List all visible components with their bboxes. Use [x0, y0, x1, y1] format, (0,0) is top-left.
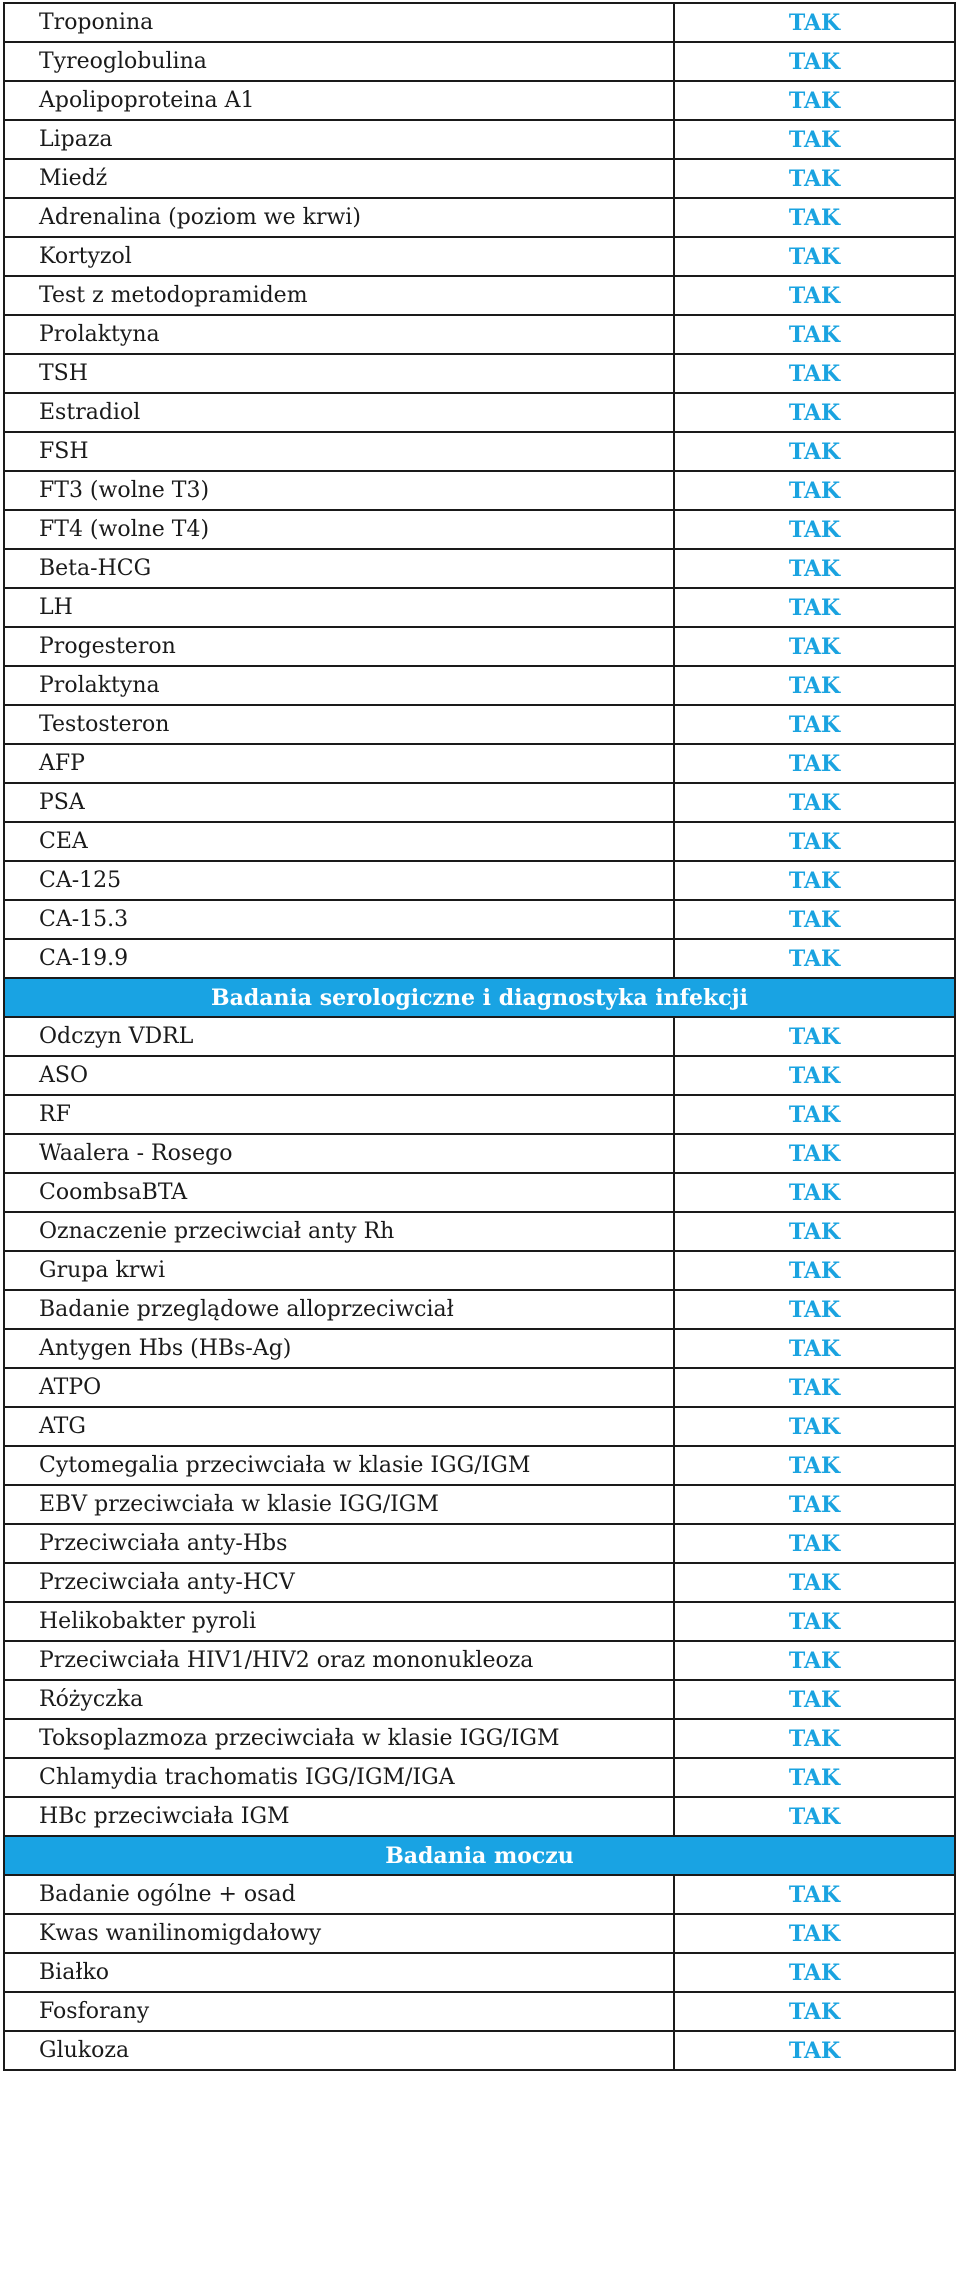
table-row [4, 1797, 955, 1836]
test-name-cell: Toksoplazmoza przeciwciała w klasie IGG/IGM [4, 1719, 674, 1758]
table-row [4, 81, 955, 120]
table-row [4, 1641, 955, 1680]
availability-value-cell: TAK [674, 276, 955, 315]
table-row [4, 510, 955, 549]
availability-value-cell: TAK [674, 1914, 955, 1953]
test-name-cell: CEA [4, 822, 674, 861]
availability-value-cell: TAK [674, 627, 955, 666]
test-name-cell: Helikobakter pyroli [4, 1602, 674, 1641]
table-row [4, 2031, 955, 2070]
table-row [4, 3, 955, 42]
test-name-cell: LH [4, 588, 674, 627]
table-row [4, 1875, 955, 1914]
test-name-cell: RF [4, 1095, 674, 1134]
test-name-cell: FT3 (wolne T3) [4, 471, 674, 510]
test-name-cell: FT4 (wolne T4) [4, 510, 674, 549]
test-name-cell: CA-19.9 [4, 939, 674, 978]
test-name-cell: Chlamydia trachomatis IGG/IGM/IGA [4, 1758, 674, 1797]
availability-value-cell: TAK [674, 510, 955, 549]
availability-value-cell: TAK [674, 900, 955, 939]
availability-value-cell: TAK [674, 198, 955, 237]
test-name-cell: CoombsaBTA [4, 1173, 674, 1212]
test-name-cell: CA-15.3 [4, 900, 674, 939]
test-name-cell: Miedź [4, 159, 674, 198]
test-name-cell: ATPO [4, 1368, 674, 1407]
test-name-cell: Adrenalina (poziom we krwi) [4, 198, 674, 237]
availability-value-cell: TAK [674, 354, 955, 393]
test-name-cell: EBV przeciwciała w klasie IGG/IGM [4, 1485, 674, 1524]
table-row [4, 861, 955, 900]
availability-value-cell: TAK [674, 1485, 955, 1524]
test-name-cell: TSH [4, 354, 674, 393]
test-name-cell: Beta-HCG [4, 549, 674, 588]
table-row [4, 1212, 955, 1251]
availability-value-cell: TAK [674, 1875, 955, 1914]
availability-value-cell: TAK [674, 666, 955, 705]
table-row [4, 1329, 955, 1368]
test-name-cell: Fosforany [4, 1992, 674, 2031]
table-row [4, 1602, 955, 1641]
availability-value-cell: TAK [674, 81, 955, 120]
test-name-cell: Grupa krwi [4, 1251, 674, 1290]
test-name-cell: Prolaktyna [4, 315, 674, 354]
availability-value-cell: TAK [674, 588, 955, 627]
lab-tests-table [3, 2, 956, 2071]
test-name-cell: Białko [4, 1953, 674, 1992]
section-title: Badania moczu [4, 1836, 955, 1875]
section-header-row [4, 1836, 955, 1875]
test-name-cell: Glukoza [4, 2031, 674, 2070]
availability-value-cell: TAK [674, 237, 955, 276]
availability-value-cell: TAK [674, 1446, 955, 1485]
availability-value-cell: TAK [674, 120, 955, 159]
table-row [4, 666, 955, 705]
test-name-cell: Oznaczenie przeciwciał anty Rh [4, 1212, 674, 1251]
table-row [4, 198, 955, 237]
table-row [4, 1524, 955, 1563]
table-row [4, 783, 955, 822]
table-row [4, 822, 955, 861]
table-row [4, 1095, 955, 1134]
availability-value-cell: TAK [674, 549, 955, 588]
test-name-cell: PSA [4, 783, 674, 822]
table-row [4, 42, 955, 81]
test-name-cell: Antygen Hbs (HBs-Ag) [4, 1329, 674, 1368]
test-name-cell: Test z metodopramidem [4, 276, 674, 315]
table-row [4, 1017, 955, 1056]
availability-value-cell: TAK [674, 1719, 955, 1758]
availability-value-cell: TAK [674, 1992, 955, 2031]
availability-value-cell: TAK [674, 1758, 955, 1797]
availability-value-cell: TAK [674, 159, 955, 198]
table-row [4, 1446, 955, 1485]
test-name-cell: Badanie przeglądowe alloprzeciwciał [4, 1290, 674, 1329]
table-row [4, 1290, 955, 1329]
availability-value-cell: TAK [674, 432, 955, 471]
table-row [4, 315, 955, 354]
availability-value-cell: TAK [674, 1797, 955, 1836]
test-name-cell: FSH [4, 432, 674, 471]
availability-value-cell: TAK [674, 1524, 955, 1563]
availability-value-cell: TAK [674, 1602, 955, 1641]
test-name-cell: Odczyn VDRL [4, 1017, 674, 1056]
table-row [4, 1173, 955, 1212]
availability-value-cell: TAK [674, 2031, 955, 2070]
table-row [4, 1368, 955, 1407]
availability-value-cell: TAK [674, 3, 955, 42]
test-name-cell: Prolaktyna [4, 666, 674, 705]
table-row [4, 900, 955, 939]
test-name-cell: ATG [4, 1407, 674, 1446]
availability-value-cell: TAK [674, 42, 955, 81]
test-name-cell: Troponina [4, 3, 674, 42]
test-name-cell: Testosteron [4, 705, 674, 744]
availability-value-cell: TAK [674, 1641, 955, 1680]
table-row [4, 276, 955, 315]
availability-value-cell: TAK [674, 861, 955, 900]
test-name-cell: Kortyzol [4, 237, 674, 276]
availability-value-cell: TAK [674, 393, 955, 432]
test-name-cell: Badanie ogólne + osad [4, 1875, 674, 1914]
section-title: Badania serologiczne i diagnostyka infekcji [4, 978, 955, 1017]
table-row [4, 120, 955, 159]
availability-value-cell: TAK [674, 1329, 955, 1368]
test-name-cell: Przeciwciała anty-Hbs [4, 1524, 674, 1563]
table-row [4, 588, 955, 627]
availability-value-cell: TAK [674, 1407, 955, 1446]
section-header-row [4, 978, 955, 1017]
availability-value-cell: TAK [674, 471, 955, 510]
table-row [4, 627, 955, 666]
availability-value-cell: TAK [674, 1095, 955, 1134]
table-row [4, 549, 955, 588]
test-name-cell: HBc przeciwciała IGM [4, 1797, 674, 1836]
availability-value-cell: TAK [674, 1680, 955, 1719]
availability-value-cell: TAK [674, 783, 955, 822]
table-row [4, 159, 955, 198]
table-row [4, 1758, 955, 1797]
table-body [4, 3, 955, 2070]
test-name-cell: Cytomegalia przeciwciała w klasie IGG/IGM [4, 1446, 674, 1485]
test-name-cell: Estradiol [4, 393, 674, 432]
table-row [4, 705, 955, 744]
test-name-cell: ASO [4, 1056, 674, 1095]
table-row [4, 237, 955, 276]
test-name-cell: CA-125 [4, 861, 674, 900]
table-row [4, 1056, 955, 1095]
availability-value-cell: TAK [674, 1173, 955, 1212]
table-row [4, 393, 955, 432]
table-row [4, 1992, 955, 2031]
table-row [4, 939, 955, 978]
table-row [4, 1719, 955, 1758]
availability-value-cell: TAK [674, 1212, 955, 1251]
table-row [4, 1251, 955, 1290]
availability-value-cell: TAK [674, 1368, 955, 1407]
test-name-cell: Tyreoglobulina [4, 42, 674, 81]
table-row [4, 471, 955, 510]
table-row [4, 1134, 955, 1173]
availability-value-cell: TAK [674, 1134, 955, 1173]
table-row [4, 432, 955, 471]
test-name-cell: Przeciwciała anty-HCV [4, 1563, 674, 1602]
availability-value-cell: TAK [674, 822, 955, 861]
test-name-cell: Kwas wanilinomigdałowy [4, 1914, 674, 1953]
test-name-cell: Przeciwciała HIV1/HIV2 oraz mononukleoza [4, 1641, 674, 1680]
table-row [4, 1485, 955, 1524]
test-name-cell: Apolipoproteina A1 [4, 81, 674, 120]
test-name-cell: Waalera - Rosego [4, 1134, 674, 1173]
availability-value-cell: TAK [674, 1017, 955, 1056]
table-row [4, 1680, 955, 1719]
test-name-cell: AFP [4, 744, 674, 783]
table-row [4, 1407, 955, 1446]
table-row [4, 354, 955, 393]
test-name-cell: Różyczka [4, 1680, 674, 1719]
test-name-cell: Lipaza [4, 120, 674, 159]
availability-value-cell: TAK [674, 939, 955, 978]
availability-value-cell: TAK [674, 1563, 955, 1602]
availability-value-cell: TAK [674, 1290, 955, 1329]
table-row [4, 1563, 955, 1602]
availability-value-cell: TAK [674, 705, 955, 744]
availability-value-cell: TAK [674, 315, 955, 354]
availability-value-cell: TAK [674, 1056, 955, 1095]
availability-value-cell: TAK [674, 1953, 955, 1992]
table-row [4, 1914, 955, 1953]
test-name-cell: Progesteron [4, 627, 674, 666]
table-row [4, 1953, 955, 1992]
availability-value-cell: TAK [674, 1251, 955, 1290]
availability-value-cell: TAK [674, 744, 955, 783]
table-row [4, 744, 955, 783]
